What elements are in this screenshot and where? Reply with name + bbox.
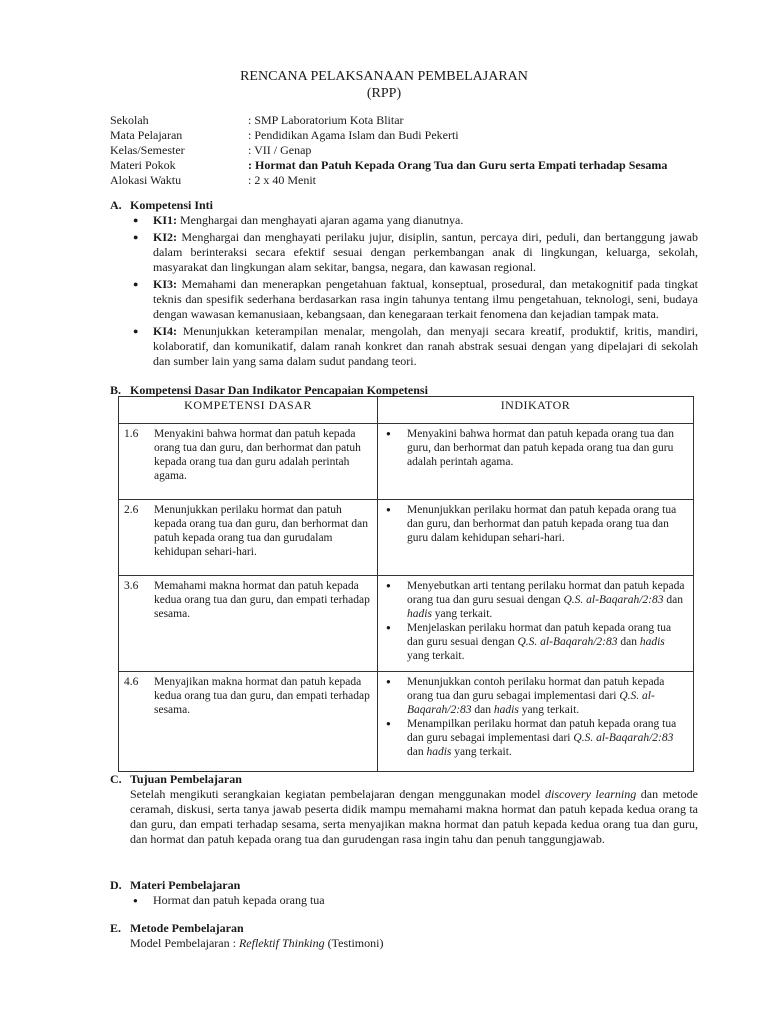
section-letter: C. [110,772,122,786]
ki-label: KI2: [153,230,177,244]
identity-key: Mata Pelajaran [110,128,183,142]
indicator-list [383,503,688,545]
kd-cell [119,500,378,576]
kd-text: Menyajikan makna hormat dan patuh kepada kedua orang tua dan guru, dan empati terhadap sesama. [154,676,370,716]
indicator-cell [378,500,694,576]
list-item [130,277,698,322]
section-d [110,878,698,908]
identity-value [248,158,667,173]
ki-label: KI1: [153,213,177,227]
section-title: Kompetensi Dasar Dan Indikator Pencapaian Kompetensi [130,383,428,397]
list-item [130,324,698,369]
section-title: Metode Pembelajaran [130,921,244,935]
identity-row-time [110,173,667,188]
list-item [383,717,688,759]
indicator-list [383,579,688,663]
indicator-text: yang terkait. [407,650,465,662]
indicator-cell [378,576,694,672]
kd-number: 1.6 [124,428,139,440]
identity-value: : 2 x 40 Menit [248,173,316,187]
indicator-text: Menampilkan perilaku hormat dan patuh kepada orang tua dan guru sebagai implementasi dari [407,718,677,744]
kd-text: Menyakini bahwa hormat dan patuh kepada orang tua dan guru, dan berhormat dan patuh kepada orang tua dan guru adalah perintah agama. [154,428,361,482]
method-suffix: (Testimoni) [324,936,384,950]
table-row [119,576,694,672]
hadis-word: hadis [407,608,432,620]
table-row [119,500,694,576]
identity-row-subject [110,128,667,143]
hadis-word: hadis [639,636,665,648]
list-item [383,675,688,717]
indicator-text: yang terkait. [451,746,512,758]
column-header-kd: KOMPETENSI DASAR [119,397,378,424]
section-c-heading [110,772,698,787]
section-a [110,198,698,371]
kd-number: 4.6 [124,676,139,688]
identity-block [110,113,667,188]
title-line-2: (RPP) [366,86,402,101]
section-d-heading [110,878,698,893]
table-row [119,424,694,500]
list-item [383,579,688,621]
indicator-text: dan [471,704,494,716]
list-item [130,213,698,228]
section-letter: B. [110,383,122,397]
list-item [383,621,688,663]
identity-row-class [110,143,667,158]
hadis-word: hadis [426,746,452,758]
paragraph-text: dan metode ceramah, diskusi, serta tanya jawab peserta didik mampu memahami makna hormat dan patuh kepada kedua orang ta dan guru, dan empati terhadap sesama, serta menyajikan makna hormat dan patuh kepada kedua orang tua dan guru, dan hormat dan patuh kepada orang tua dan gurudengan rasa ingin tahu dan penuh tanggungjawab. [130,787,698,846]
indicator-text: dan [407,746,427,758]
section-e-heading [110,921,698,936]
topic-value-bold: : Hormat dan Patuh Kepada Orang Tua dan Guru serta Empati terhadap Sesama [248,158,668,172]
identity-key: Materi Pokok [110,158,176,172]
column-header-indicator: INDIKATOR [378,397,694,424]
section-a-heading [110,198,698,213]
table-header-row [119,397,694,424]
hadis-word: hadis [493,704,519,716]
list-item: ● Hormat dan patuh kepada orang tua [110,893,698,908]
section-letter: A. [110,198,122,212]
ki-text: Menunjukkan keterampilan menalar, mengolah, dan menyaji secara kreatif, produktif, kritis, mandiri, kolaboratif, dan komunikatif, dalam ranah konkret dan ranah abstrak sesuai dengan yang dipelajari di sekolah dan sumber lain yang sama dalam sudut pandang teori. [153,324,698,368]
kd-cell [119,424,378,500]
ki-list [110,213,698,369]
section-e [110,921,698,951]
section-title: Materi Pembelajaran [130,878,241,892]
paragraph-text: Setelah mengikuti serangkaian kegiatan pembelajaran dengan menggunakan model [130,787,545,801]
quran-reference: Q.S. al-Baqarah/2:83 [517,636,618,648]
indicator-text: dan [617,636,640,648]
section-letter: D. [110,878,122,892]
section-title: Kompetensi Inti [130,198,214,212]
section-c [110,772,698,847]
quran-reference: Q.S. al-Baqarah/2:83 [407,690,655,716]
section-title: Tujuan Pembelajaran [130,772,242,786]
identity-value: : VII / Genap [248,143,312,157]
indicator-text: yang terkait. [518,704,580,716]
indicator-text: Menunjukkan contoh perilaku hormat dan patuh kepada orang tua dan guru sebagai implementasi dari [407,676,665,702]
ki-label: KI4: [153,324,177,338]
indicator-text: Menjelaskan perilaku hormat dan patuh kepada orang tua dan guru sesuai dengan [407,622,672,648]
identity-row-school [110,113,667,128]
indicator-list [383,675,688,759]
kd-cell [119,672,378,772]
ki-text: Menghargai dan menghayati perilaku jujur, disiplin, santun, percaya diri, peduli, dan bertanggung jawab dalam berinteraksi secara efektif sesuai dengan perkembangan anak di lingkungan, keluarga, sekolah, masyarakat dan lingkungan alam sekitar, bangsa, negara, dan kawasan regional. [153,230,698,274]
ki-text: Memahami dan menerapkan pengetahuan faktual, konseptual, prosedural, dan metakognitif pada tingkat teknis dan spesifik sederhana berdasarkan rasa ingin tahunya tentang ilmu pengetahuan, teknologi, seni, budaya dengan wawasan kemanusiaan, kebangsaan, dan kenegaraan terkait fenomena dan kejadian tampak mata. [153,277,698,321]
quran-reference: Q.S. al-Baqarah/2:83 [563,594,664,606]
competency-table [118,396,694,772]
kd-cell [119,576,378,672]
ki-label: KI3: [153,277,177,291]
table-row [119,672,694,772]
list-item: ● Menunjukkan perilaku hormat dan patuh kepada orang tua dan guru, dan berhormat dan patuh kepada orang tua dan guru dalam kehidupan sehari-hari. [383,503,688,545]
identity-key: Sekolah [110,113,149,127]
document-title [0,68,768,102]
ki-text: Menghargai dan menghayati ajaran agama yang dianutnya. [177,213,464,227]
indicator-text: Menyebutkan arti tentang perilaku hormat dan patuh kepada orang tua dan guru sesuai dengan [407,580,685,606]
kd-text: Memahami makna hormat dan patuh kepada kedua orang tua dan guru, dan empati terhadap sesama. [154,580,370,620]
indicator-list [383,427,688,469]
indicator-text: dan [663,594,683,606]
identity-key: Kelas/Semester [110,143,185,157]
method-model: Reflektif Thinking [238,936,325,950]
model-name: discovery learning [545,787,637,801]
title-line-1: RENCANA PELAKSANAAN PEMBELAJARAN [240,69,528,84]
identity-value: : Pendidikan Agama Islam dan Budi Pekerti [248,128,459,142]
list-item: ● Menyakini bahwa hormat dan patuh kepada orang tua dan guru, dan berhormat dan patuh kepada orang tua dan guru adalah perintah agama. [383,427,688,469]
method-label: Model Pembelajaran : [130,936,239,950]
quran-reference: Q.S. al-Baqarah/2:83 [573,732,674,744]
identity-row-topic [110,158,667,173]
identity-key: Alokasi Waktu [110,173,182,187]
section-letter: E. [110,921,122,935]
indicator-text: yang terkait. [431,608,493,620]
kd-text: Menunjukkan perilaku hormat dan patuh kepada orang tua dan guru, dan berhormat dan patuh kepada orang tua dan gurudalam kehidupan sehari-hari. [154,504,368,558]
method-line [110,936,698,951]
list-item [130,230,698,275]
kd-number: 2.6 [124,504,139,516]
indicator-cell [378,672,694,772]
learning-objective-paragraph [110,787,698,847]
kd-number: 3.6 [124,580,139,592]
identity-value: : SMP Laboratorium Kota Blitar [248,113,404,127]
indicator-cell [378,424,694,500]
